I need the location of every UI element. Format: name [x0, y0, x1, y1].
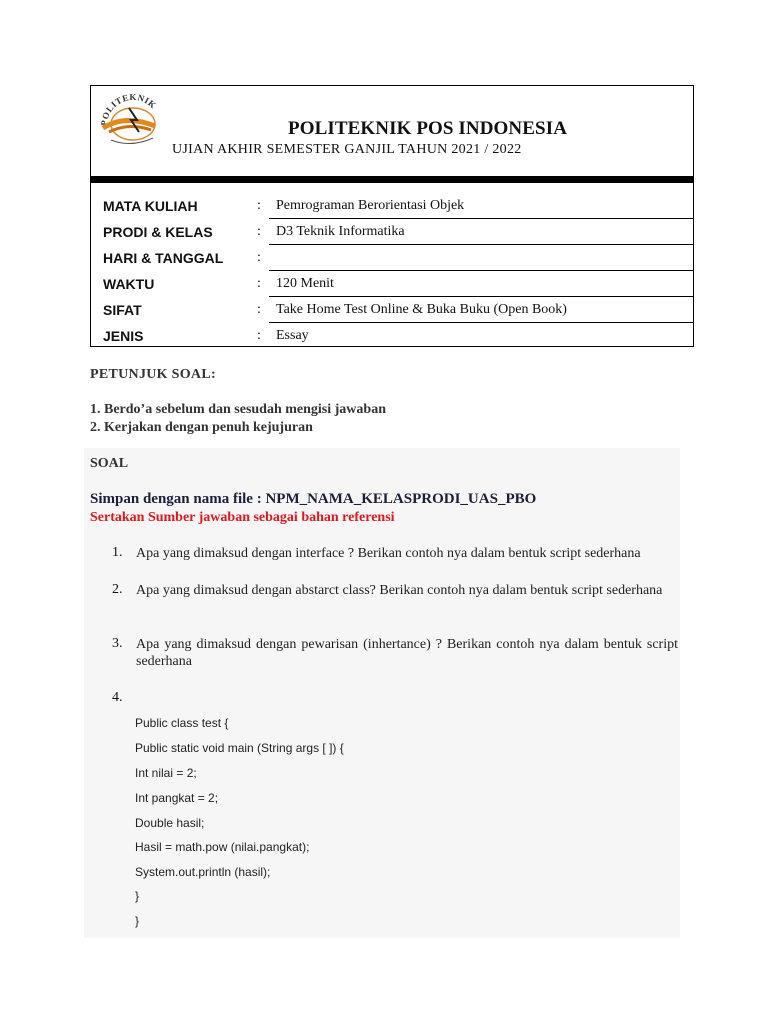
info-label: JENIS [103, 328, 144, 344]
exam-info-table [90, 182, 694, 347]
question-number: 3. [112, 636, 123, 651]
info-label: HARI & TANGGAL [103, 250, 224, 266]
info-value: Essay [276, 328, 309, 343]
question-text: Apa yang dimaksud dengan abstarct class? Berikan contoh nya dalam bentuk script sederhana [136, 583, 663, 598]
question-text: Apa yang dimaksud dengan interface ? Berikan contoh nya dalam bentuk script sederhana [136, 546, 641, 561]
info-row-hari-tanggal [91, 245, 693, 271]
instructions-heading: PETUNJUK SOAL: [90, 367, 216, 382]
question-number: 4. [112, 690, 123, 705]
info-label: SIFAT [103, 302, 142, 318]
question-number: 2. [112, 582, 123, 597]
exam-title: UJIAN AKHIR SEMESTER GANJIL TAHUN 2021 / 2022 [172, 142, 522, 157]
code-line: } [135, 889, 140, 903]
school-name: POLITEKNIK POS INDONESIA [288, 118, 568, 139]
info-row-mata-kuliah [91, 193, 693, 219]
info-value: Pemrograman Berorientasi Objek [276, 198, 465, 213]
file-name-instruction: Simpan dengan nama file : NPM_NAMA_KELASPRODI_UAS_PBO [90, 491, 537, 507]
info-colon: : [257, 276, 261, 291]
info-value: Take Home Test Online & Buka Buku (Open Book) [276, 302, 567, 317]
code-line: Public static void main (String args [ ]) { [135, 741, 344, 755]
question-number: 1. [112, 545, 123, 560]
info-label: PRODI & KELAS [103, 224, 213, 240]
info-colon: : [257, 302, 261, 317]
code-line: Hasil = math.pow (nilai.pangkat); [135, 840, 310, 854]
info-row-prodi-kelas [91, 219, 693, 245]
info-colon: : [257, 198, 261, 213]
code-line: Public class test { [135, 716, 229, 730]
svg-text:POLITEKNIK: POLITEKNIK [98, 91, 159, 127]
code-line: } [135, 914, 140, 928]
info-colon: : [257, 250, 261, 265]
soal-heading: SOAL [90, 456, 129, 471]
question-text: Apa yang dimaksud dengan pewarisan (inhertance) ? Berikan contoh nya dalam bentuk script sederhana [136, 637, 678, 669]
info-value: 120 Menit [276, 276, 334, 291]
info-label: MATA KULIAH [103, 198, 198, 214]
instruction-item: 2. Kerjakan dengan penuh kejujuran [90, 420, 313, 435]
info-label: WAKTU [103, 276, 155, 292]
info-colon: : [257, 224, 261, 239]
info-row-jenis [91, 323, 693, 349]
code-line: Int pangkat = 2; [135, 791, 219, 805]
info-row-sifat [91, 297, 693, 323]
instruction-item: 1. Berdo’a sebelum dan sesudah mengisi jawaban [90, 402, 386, 417]
info-colon: : [257, 328, 261, 343]
code-line: System.out.println (hasil); [135, 865, 271, 879]
reference-note: Sertakan Sumber jawaban sebagai bahan referensi [90, 510, 395, 525]
info-value: D3 Teknik Informatika [276, 224, 405, 239]
code-line: Double hasil; [135, 816, 205, 830]
school-logo [95, 86, 167, 152]
info-row-waktu [91, 271, 693, 297]
code-line: Int nilai = 2; [135, 766, 197, 780]
